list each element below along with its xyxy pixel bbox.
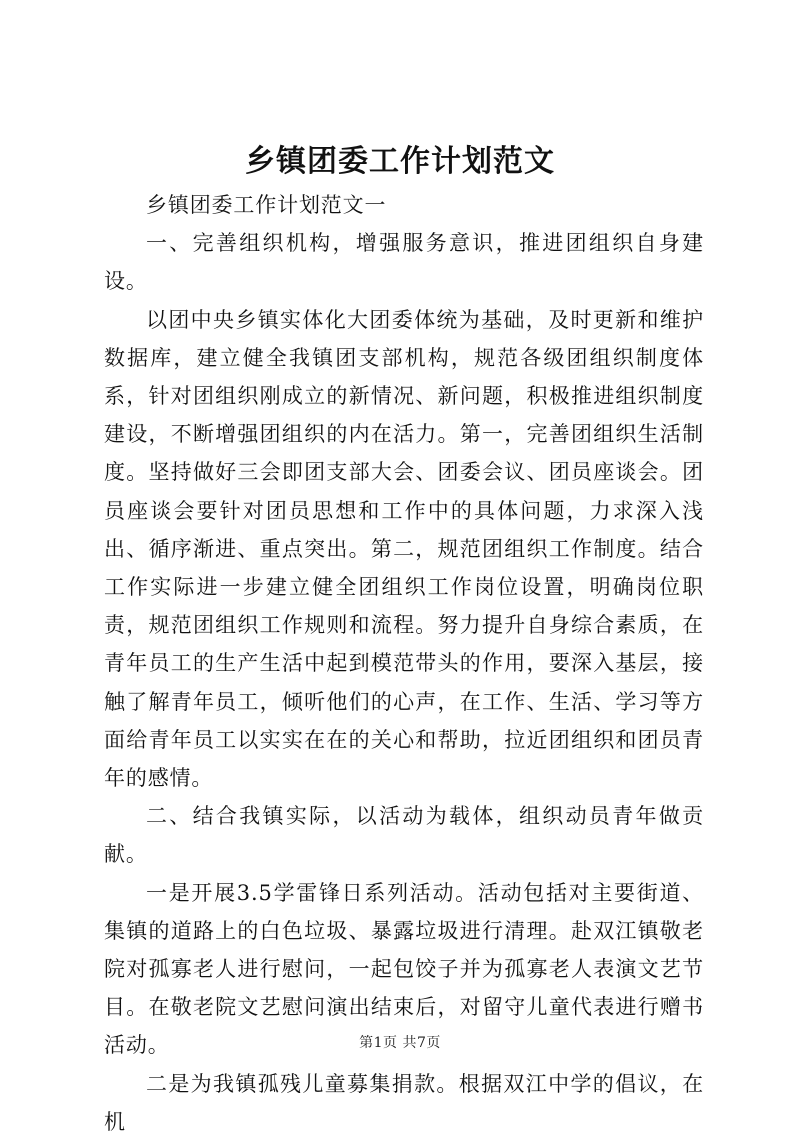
- section-heading-2: 二、结合我镇实际，以活动为载体，组织动员青年做贡献。: [104, 804, 704, 867]
- section-heading-1: 一、完善组织机构，增强服务意识，推进团组织自身建设。: [104, 231, 704, 294]
- document-title: 乡镇团委工作计划范文: [245, 144, 555, 179]
- document-body: [104, 186, 704, 1141]
- page-footer: 第1页 共7页: [359, 1035, 441, 1051]
- body-paragraph-3: 二是为我镇孤残儿童募集捐款。根据双江中学的倡议，在机: [104, 1071, 704, 1134]
- subtitle-paragraph: 乡镇团委工作计划范文一: [146, 193, 387, 217]
- body-paragraph-2: 一是开展3.5学雷锋日系列活动。活动包括对主要街道、集镇的道路上的白色垃圾、暴露垃圾进行清理。赴双江镇敬老院对孤寡老人进行慰问，一起包饺子并为孤寡老人表演文艺节目。在敬老院文艺慰问演出结束后，对留守儿童代表进行赠书活动。: [104, 880, 704, 1058]
- body-paragraph-1: 以团中央乡镇实体化大团委体统为基础，及时更新和维护数据库，建立健全我镇团支部机构，规范各级团组织制度体系，针对团组织刚成立的新情况、新问题，积极推进组织制度建设，不断增强团组织的内在活力。第一，完善团组织生活制度。坚持做好三会即团支部大会、团委会议、团员座谈会。团员座谈会要针对团员思想和工作中的具体问题，力求深入浅出、循序渐进、重点突出。第二，规范团组织工作制度。结合工作实际进一步建立健全团组织工作岗位设置，明确岗位职责，规范团组织工作规则和流程。努力提升自身综合素质，在青年员工的生产生活中起到模范带头的作用，要深入基层，接触了解青年员工，倾听他们的心声，在工作、生活、学习等方面给青年员工以实实在在的关心和帮助，拉近团组织和团员青年的感情。: [104, 307, 704, 791]
